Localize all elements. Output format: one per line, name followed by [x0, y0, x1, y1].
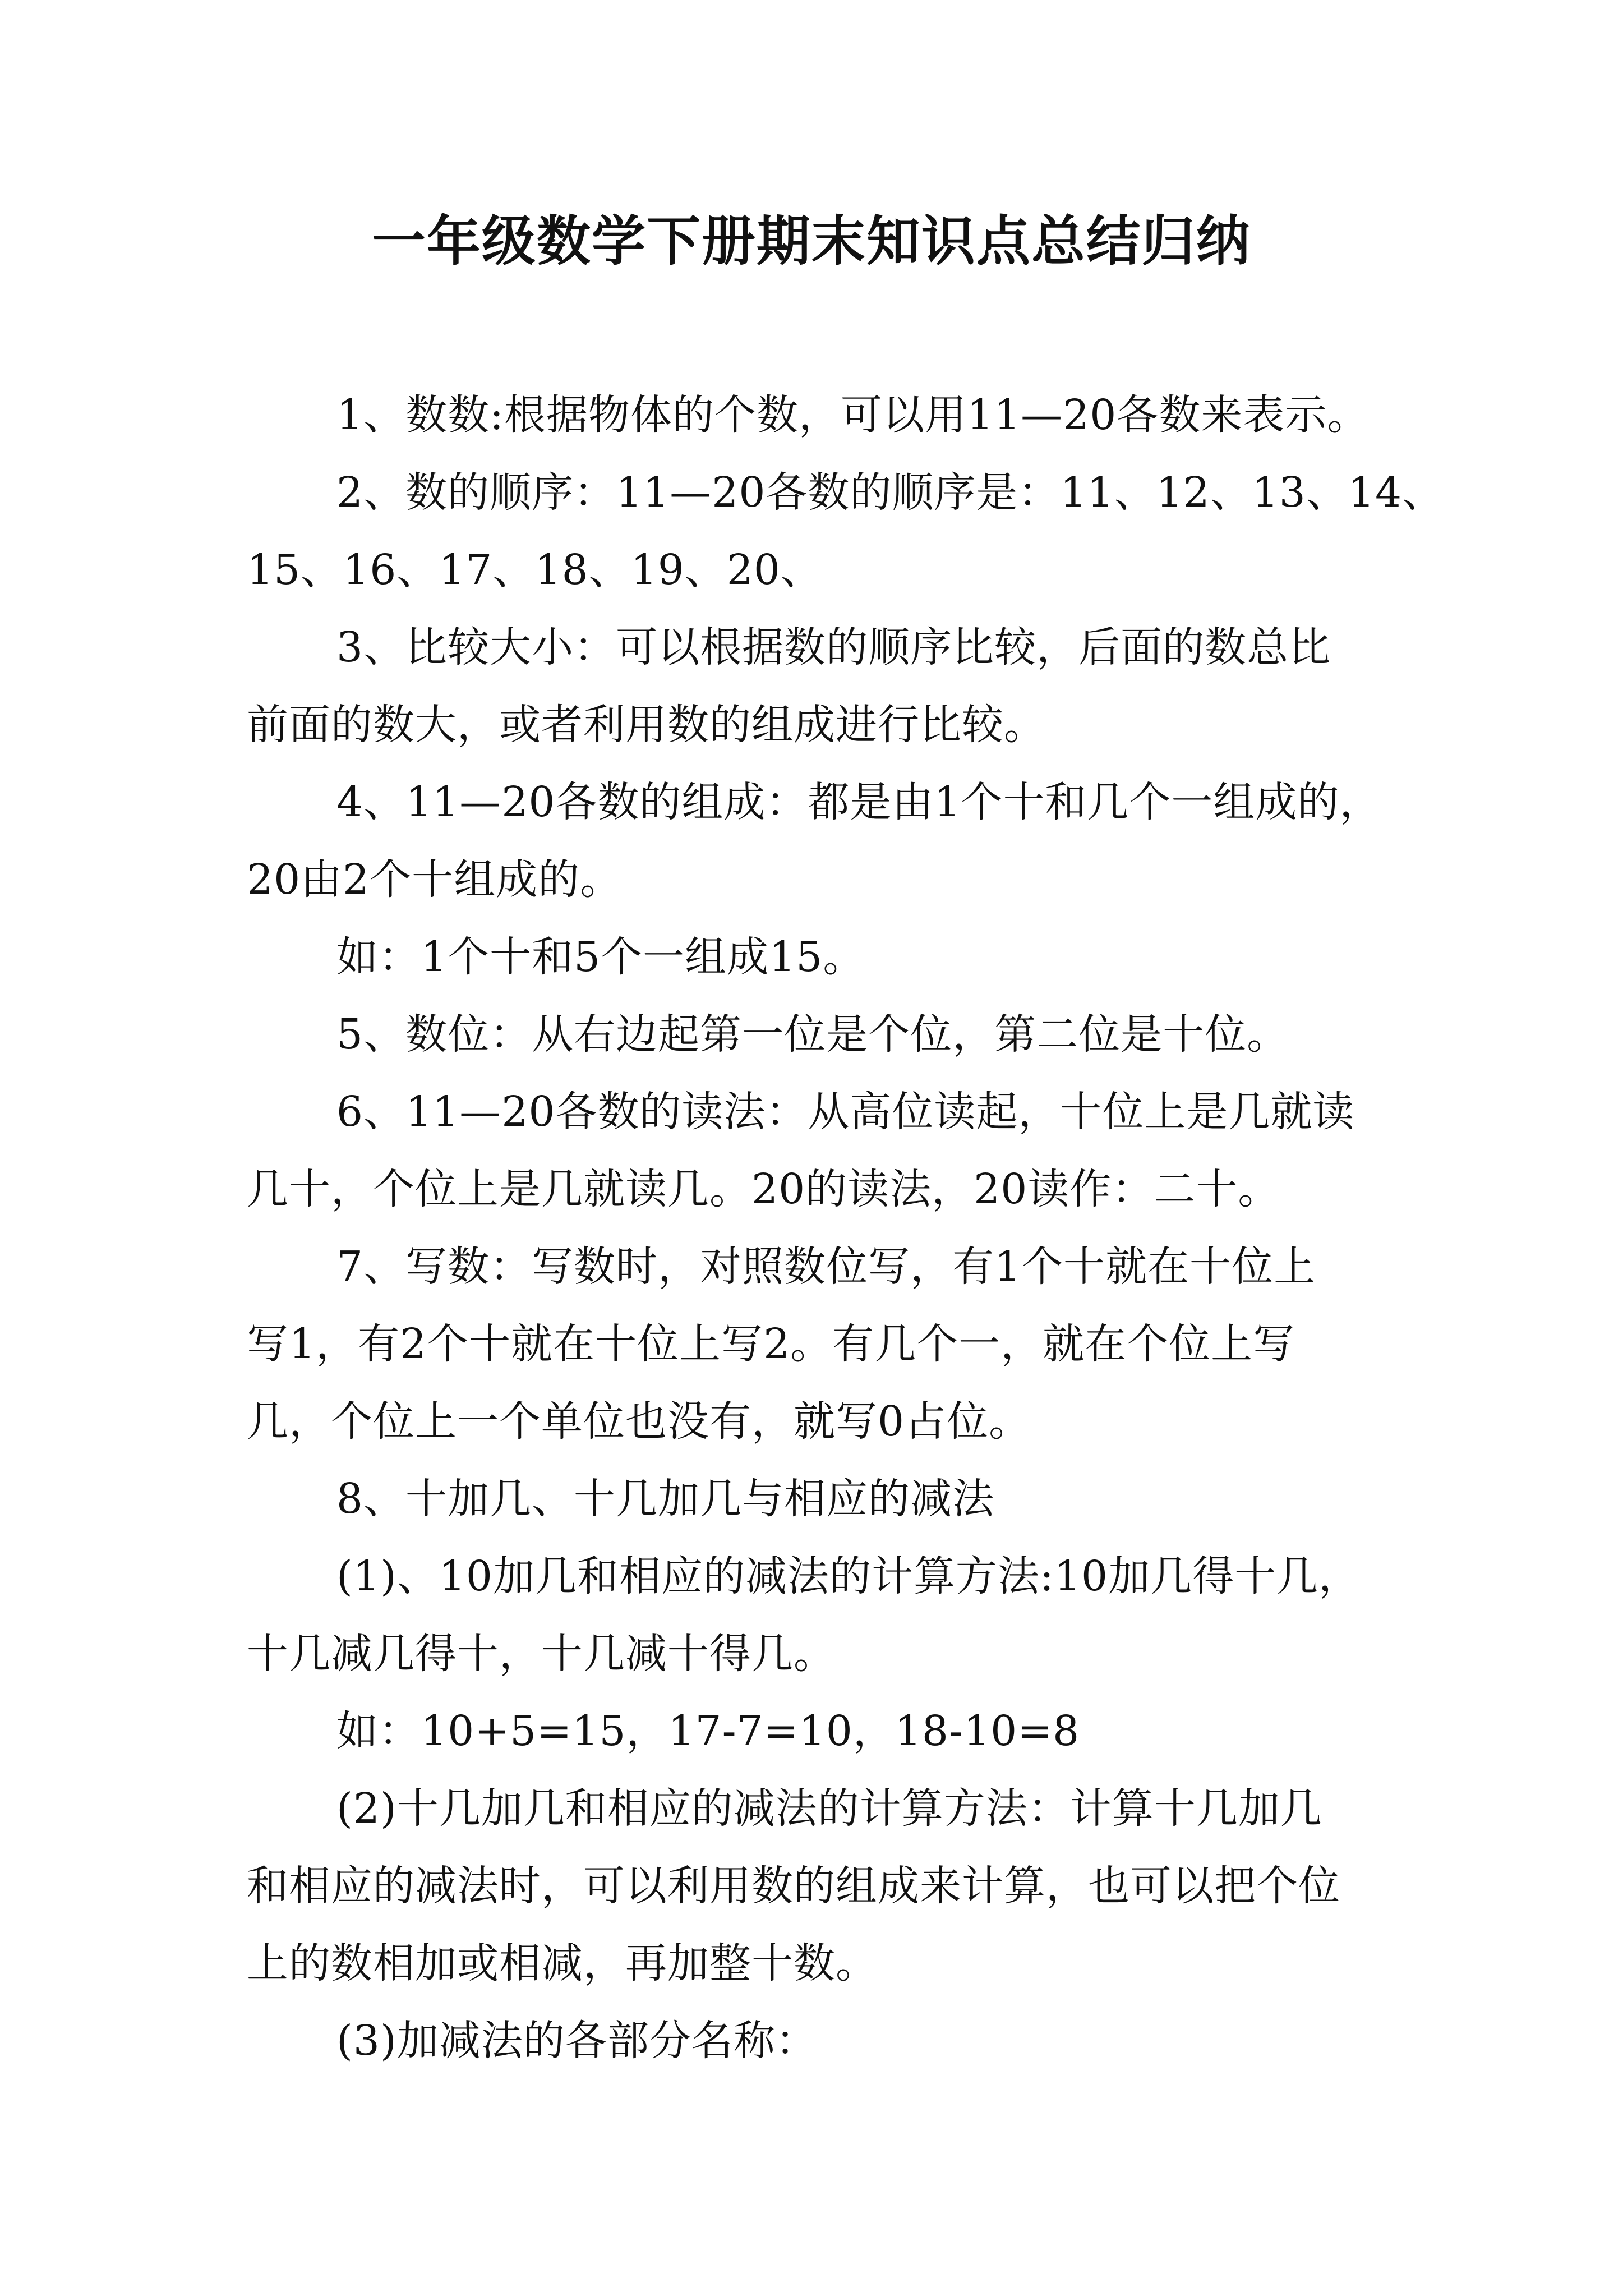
paragraph-line: 8、十加几、十几加几与相应的减法 — [336, 1475, 995, 1523]
paragraph-line: 如：10+5=15，17-7=10，18-10=8 — [336, 1707, 1080, 1755]
paragraph-line: (1)、10加几和相应的减法的计算方法:10加几得十几， — [336, 1552, 1361, 1600]
paragraph-line: (2)十几加几和相应的减法的计算方法：计算十几加几 — [336, 1784, 1322, 1833]
paragraph-line: 7、写数：写数时，对照数位写，有1个十就在十位上 — [336, 1243, 1316, 1291]
paragraph-line: 如：1个十和5个一组成15。 — [336, 933, 865, 981]
paragraph-line: 十几减几得十，十几减十得几。 — [247, 1630, 836, 1678]
paragraph-line: 上的数相加或相减，再加整十数。 — [247, 1939, 878, 1987]
paragraph-line: 4、11—20各数的组成：都是由1个十和几个一组成的， — [336, 778, 1382, 826]
paragraph-line: 前面的数大，或者利用数的组成进行比较。 — [247, 701, 1046, 749]
paragraph-line: 几，个位上一个单位也没有，就写0占位。 — [247, 1397, 1031, 1446]
paragraph-line: 和相应的减法时，可以利用数的组成来计算，也可以把个位 — [247, 1862, 1340, 1910]
paragraph-line: 5、数位：从右边起第一位是个位，第二位是十位。 — [336, 1010, 1289, 1059]
paragraph-line: 6、11—20各数的读法：从高位读起，十位上是几就读 — [336, 1088, 1355, 1136]
paragraph-line: (3)加减法的各部分名称： — [336, 2017, 818, 2065]
paragraph-line: 3、比较大小：可以根据数的顺序比较，后面的数总比 — [336, 623, 1331, 671]
paragraph-line: 20由2个十组成的。 — [247, 855, 623, 904]
document-title: 一年级数学下册期末知识点总结归纳 — [372, 210, 1251, 273]
paragraph-line: 写1，有2个十就在十位上写2。有几个一，就在个位上写 — [247, 1320, 1295, 1368]
paragraph-line: 2、数的顺序：11—20各数的顺序是：11、12、13、14、 — [336, 468, 1445, 517]
paragraph-line: 15、16、17、18、19、20、 — [247, 546, 823, 594]
paragraph-line: 几十，个位上是几就读几。20的读法，20读作：二十。 — [247, 1165, 1280, 1213]
paragraph-line: 1、数数:根据物体的个数，可以用11—20各数来表示。 — [336, 391, 1370, 439]
